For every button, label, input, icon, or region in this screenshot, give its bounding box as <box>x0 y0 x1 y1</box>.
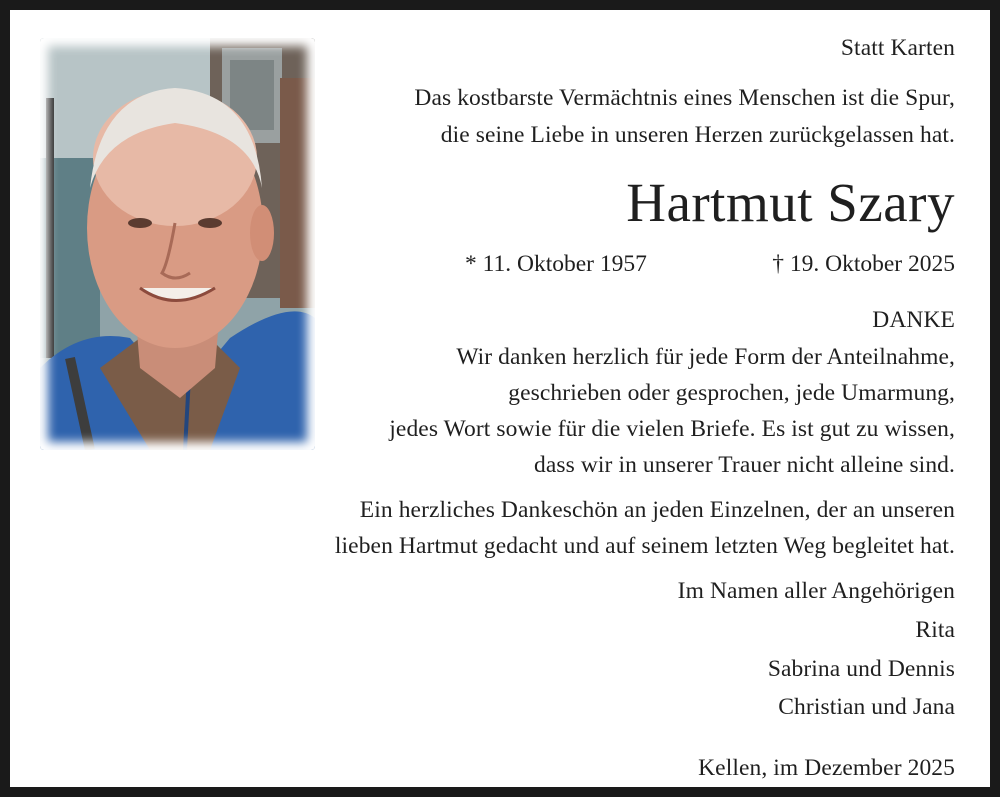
quote-line: Das kostbarste Vermächtnis eines Menschen ist die Spur, <box>414 85 955 111</box>
birth-date: * 11. Oktober 1957 <box>465 251 647 277</box>
portrait-photo <box>40 38 315 450</box>
thanks-line: Wir danken herzlich für jede Form der Anteilnahme, <box>456 344 955 370</box>
header-text: Statt Karten <box>840 35 955 61</box>
thanks-line: dass wir in unserer Trauer nicht alleine sind. <box>534 452 955 478</box>
thanks-heading: DANKE <box>872 307 955 333</box>
place-date: Kellen, im Dezember 2025 <box>698 755 955 781</box>
signatory: Rita <box>915 617 955 643</box>
deceased-name: Hartmut Szary <box>626 172 955 233</box>
death-date: † 19. Oktober 2025 <box>772 251 955 277</box>
signature-intro: Im Namen aller Angehörigen <box>677 578 955 604</box>
quote-line: die seine Liebe in unseren Herzen zurückgelassen hat. <box>440 122 955 148</box>
thanks-line: jedes Wort sowie für die vielen Briefe. Es ist gut zu wissen, <box>389 416 955 442</box>
gratitude-line: Ein herzliches Dankeschön an jeden Einzelnen, der an unseren <box>359 497 955 523</box>
life-dates <box>465 250 955 278</box>
signatory: Christian und Jana <box>778 694 955 720</box>
thanks-line: geschrieben oder gesprochen, jede Umarmung, <box>508 380 955 406</box>
signatory: Sabrina und Dennis <box>767 656 955 682</box>
gratitude-line: lieben Hartmut gedacht und auf seinem letzten Weg begleitet hat. <box>334 533 955 559</box>
